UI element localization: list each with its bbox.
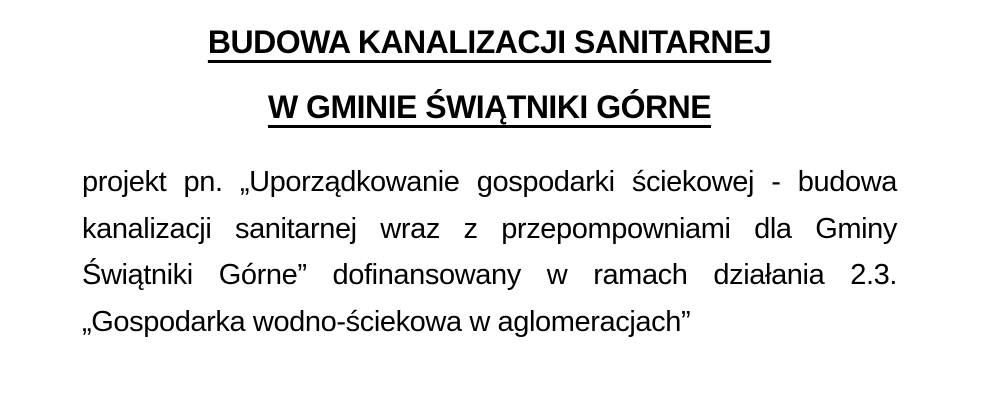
- paragraph-line-1: projekt pn. „Uporządkowanie gospodarki ściekowej - budowa: [82, 166, 897, 198]
- project-description-paragraph: [82, 159, 897, 345]
- document-title-line-2: W GMINIE ŚWIĄTNIKI GÓRNE: [267, 89, 712, 125]
- document-title-line-1: BUDOWA KANALIZACJI SANITARNEJ: [207, 24, 772, 60]
- paragraph-line-3: Świątniki Górne” dofinansowany w ramach działania 2.3.: [82, 259, 897, 291]
- paragraph-line-2: kanalizacji sanitarnej wraz z przepompowniami dla Gminy: [82, 212, 897, 245]
- paragraph-line-4: „Gospodarka wodno-ściekowa w aglomeracjach”: [82, 305, 691, 338]
